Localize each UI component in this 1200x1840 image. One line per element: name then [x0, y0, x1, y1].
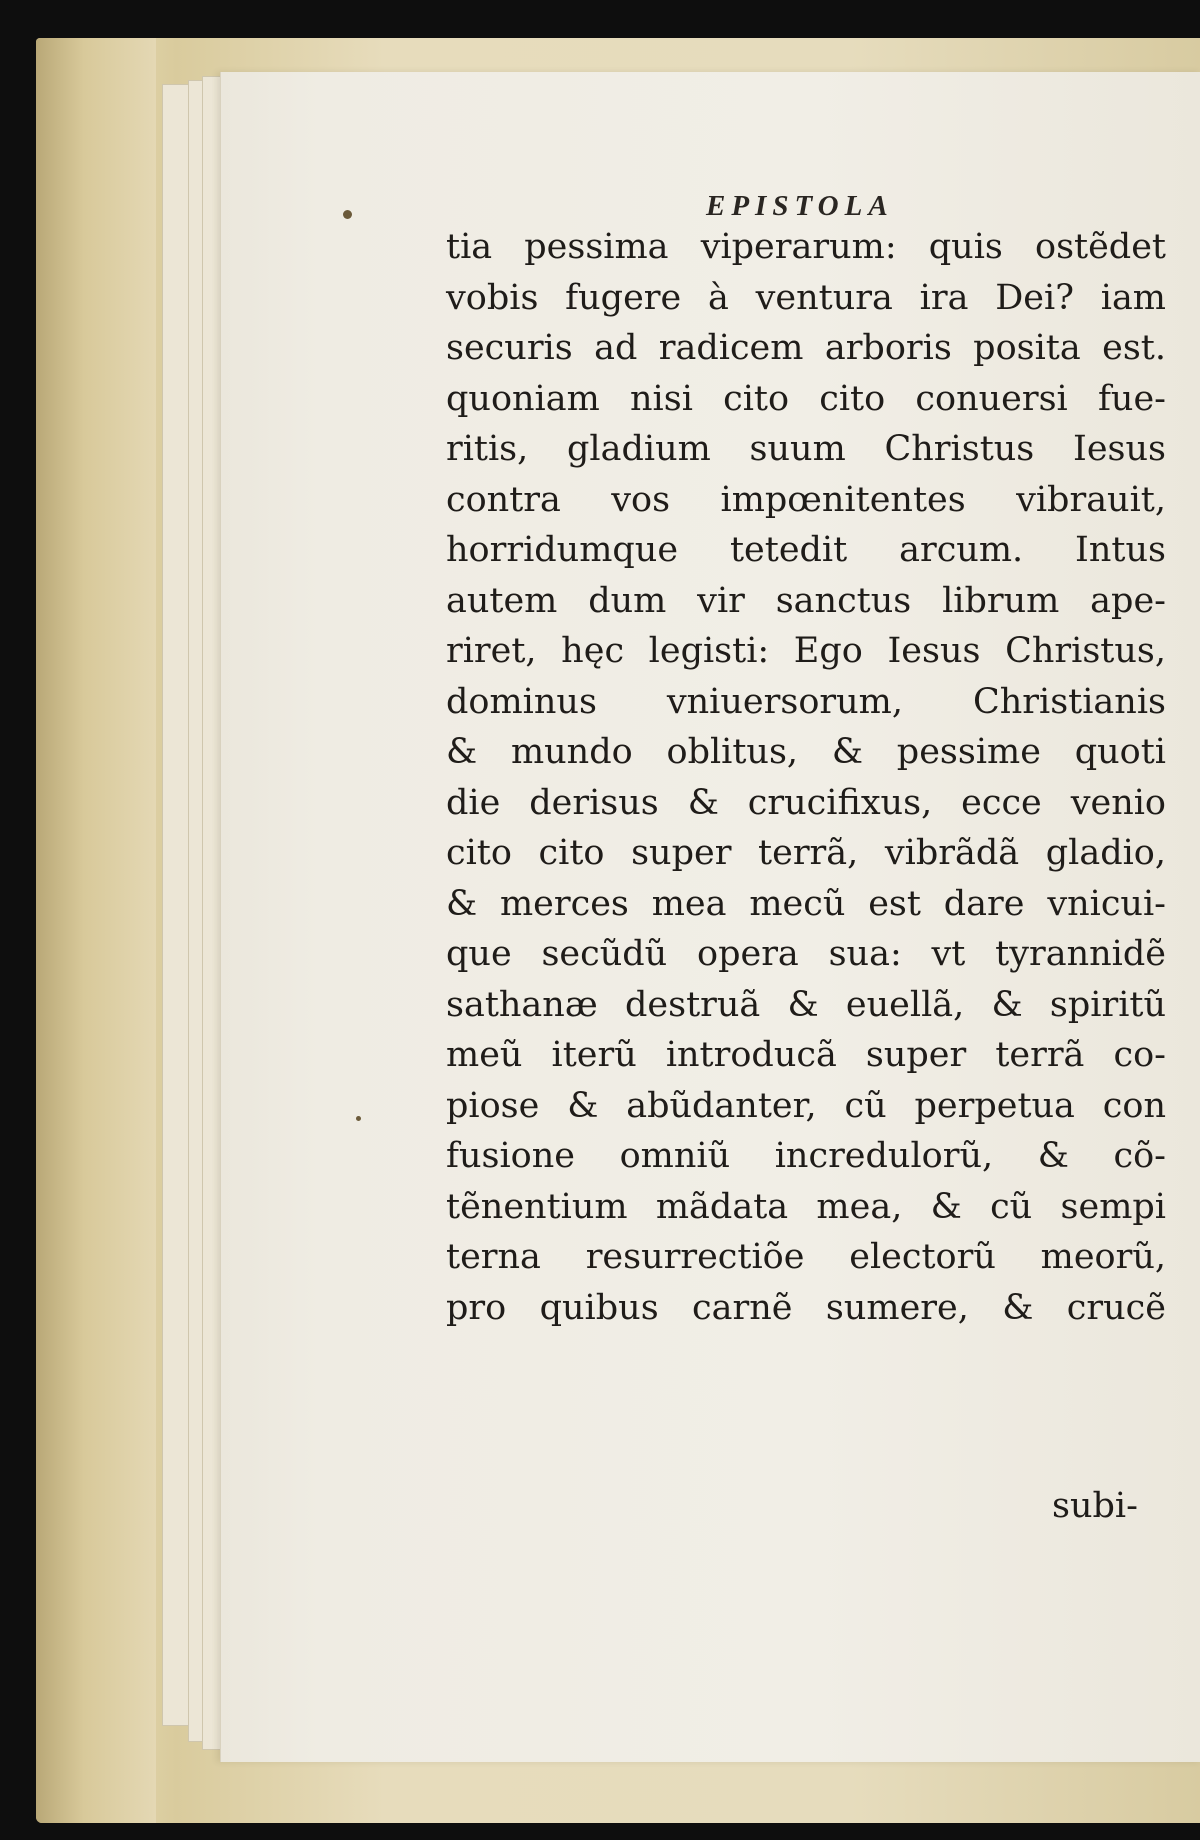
ink-spot	[343, 210, 352, 219]
catchword: subi-	[1052, 1486, 1138, 1526]
text-line: tẽnentium mãdata mea, & cũ sempi	[446, 1186, 1166, 1227]
text-line: dominus vniuersorum, Christianis	[446, 681, 1166, 722]
text-line: contra vos impœnitentes vibrauit,	[446, 479, 1166, 520]
text-line: terna resurrectiõe electorũ meorũ,	[446, 1237, 1166, 1277]
ink-spot	[356, 1116, 361, 1121]
text-line: riret, hęc legisti: Ego Iesus Christus,	[446, 631, 1166, 671]
text-line: meũ iterũ introducã super terrã co-	[446, 1035, 1166, 1075]
text-line: que secũdũ opera sua: vt tyrannidẽ	[446, 934, 1166, 974]
text-line: fusione omniũ incredulorũ, & cõ-	[446, 1136, 1166, 1176]
text-line: pro quibus carnẽ sumere, & crucẽ	[446, 1287, 1166, 1328]
text-line: autem dum vir sanctus librum ape-	[446, 580, 1166, 621]
body-text	[446, 222, 1166, 1333]
text-line: sathanæ destruã & euellã, & spiritũ	[446, 984, 1166, 1025]
text-line: cito cito super terrã, vibrãdã gladio,	[446, 833, 1166, 873]
running-head: EPISTOLA	[706, 190, 894, 222]
text-line: quoniam nisi cito cito conuersi fue-	[446, 378, 1166, 419]
text-line: piose & abũdanter, cũ perpetua con	[446, 1085, 1166, 1126]
text-line: & merces mea mecũ est dare vnicui-	[446, 883, 1166, 924]
text-line: vobis fugere à ventura ira Dei? iam	[446, 277, 1166, 318]
text-line: horridumque tetedit arcum. Intus	[446, 530, 1166, 570]
cover-fold	[36, 38, 156, 1823]
text-line: tia pessima viperarum: quis ostẽdet	[446, 227, 1166, 267]
text-line: securis ad radicem arboris posita est.	[446, 328, 1166, 368]
text-line: ritis, gladium suum Christus Iesus	[446, 429, 1166, 469]
text-line: & mundo oblitus, & pessime quoti	[446, 732, 1166, 772]
text-line: die derisus & crucifixus, ecce venio	[446, 782, 1166, 823]
